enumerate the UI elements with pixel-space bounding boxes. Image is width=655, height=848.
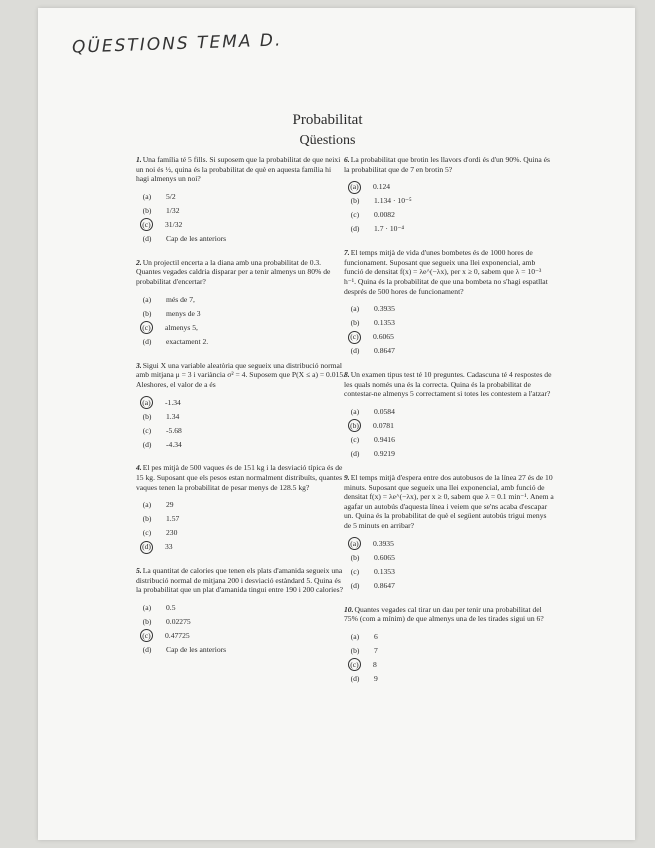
- option-value: 0.6065: [374, 552, 395, 562]
- answer-option: [348, 316, 554, 330]
- option-value: 5/2: [166, 191, 176, 201]
- question-text: [136, 155, 346, 184]
- question: [136, 566, 346, 657]
- option-label: (d): [142, 233, 152, 243]
- question-text: [344, 473, 554, 531]
- selected-option-label: (c): [348, 658, 361, 671]
- option-value: Cap de les anteriors: [166, 233, 227, 243]
- selected-option-label: (a): [348, 537, 361, 550]
- question-text: [136, 463, 346, 492]
- answer-option: [348, 330, 554, 344]
- option-value: 1.34: [166, 411, 180, 421]
- option-label: (d): [350, 449, 360, 459]
- question: [136, 361, 346, 452]
- option-value: 0.47725: [165, 631, 190, 641]
- answer-option: [140, 335, 346, 349]
- document-subtitle: Qüestions: [299, 133, 356, 148]
- answer-option: [348, 419, 554, 433]
- option-label: (c): [350, 566, 360, 576]
- option-value: més de 7,: [166, 294, 195, 304]
- option-value: 0.6065: [373, 332, 394, 342]
- answer-option: [348, 344, 554, 358]
- option-label: (b): [350, 318, 360, 328]
- right-column: [344, 155, 554, 698]
- option-label: (a): [350, 407, 360, 417]
- option-label: (c): [142, 528, 152, 538]
- answer-option: [140, 321, 346, 335]
- option-label: (a): [350, 631, 360, 641]
- answer-option: [140, 526, 346, 540]
- answer-option: [348, 551, 554, 565]
- question: [344, 370, 554, 461]
- question-body: La quantitat de calories que tenen els plats d'amanida segueix una distribució normal de mitjana 200 i desviació estàndard 5. Quina és la probabilitat que un plat d'amanida tingui entre 190 i 200 calories?: [136, 566, 343, 595]
- answer-option: [140, 498, 346, 512]
- question: [344, 605, 554, 686]
- answer-option: [140, 190, 346, 204]
- question-number: 2.: [136, 257, 142, 267]
- answer-option: [140, 601, 346, 615]
- option-value: 33: [165, 542, 173, 552]
- option-label: (b): [142, 411, 152, 421]
- option-label: (d): [142, 645, 152, 655]
- question-body: Una família té 5 fills. Si suposem que la probabilitat de que neixi un noi és ½, quina és la probabilitat de què en aquesta família hi hagi almenys un noi?: [136, 155, 341, 184]
- option-label: (a): [142, 191, 152, 201]
- question-text: [136, 361, 346, 390]
- answer-option: [140, 218, 346, 232]
- option-label: (c): [350, 435, 360, 445]
- option-value: 31/32: [165, 219, 183, 229]
- option-label: (a): [142, 500, 152, 510]
- answer-option: [140, 540, 346, 554]
- option-value: -5.68: [166, 425, 182, 435]
- question-body: El temps mitjà de vida d'unes bombetes és de 1000 hores de funcionament. Suposant que segueix una llei exponencial, amb funció de densitat f(x) = λe^(−λx), per x ≥ 0, sabem que λ = 10⁻³ h⁻¹. Quina és la probabilitat de que una bombeta no s'hagi espatllat després de 500 hores de funcionament?: [344, 248, 548, 296]
- option-label: (d): [350, 224, 360, 234]
- option-value: 0.8647: [374, 580, 395, 590]
- option-value: 0.5: [166, 603, 176, 613]
- question-body: El pes mitjà de 500 vaques és de 151 kg i la desviació típica és de 15 kg. Suposant que els pesos estan normalment distribuïts, quantes vaques tenen la probabilitat de pesar menys de 128.5 kg?: [136, 463, 343, 492]
- question-text: [344, 605, 554, 624]
- selected-option-label: (d): [140, 541, 153, 554]
- option-value: 0.0584: [374, 407, 395, 417]
- option-label: (b): [142, 514, 152, 524]
- option-value: -4.34: [166, 439, 182, 449]
- option-label: (b): [350, 552, 360, 562]
- option-value: exactament 2.: [166, 336, 209, 346]
- option-label: (b): [142, 205, 152, 215]
- option-label: (c): [142, 425, 152, 435]
- option-value: Cap de les anteriors: [166, 645, 227, 655]
- question-text: [136, 258, 346, 287]
- option-value: 0.9416: [374, 435, 395, 445]
- question-body: La probabilitat que brotin les llavors d'ordi és d'un 90%. Quina és la probabilitat que de 7 en brotin 5?: [344, 155, 550, 174]
- answer-option: [140, 423, 346, 437]
- option-value: 1.7 · 10⁻⁴: [374, 224, 405, 234]
- answer-option: [140, 395, 346, 409]
- option-label: (c): [350, 210, 360, 220]
- option-value: 29: [166, 500, 174, 510]
- option-value: -1.34: [165, 397, 181, 407]
- answer-option: [348, 302, 554, 316]
- selected-option-label: (b): [348, 419, 361, 432]
- question-number: 9.: [344, 472, 350, 482]
- question-body: Un projectil encerta a la diana amb una probabilitat de 0.3. Quantes vegades caldria disparar per a tenir almenys un 80% de probabilitat d'encertar?: [136, 257, 331, 286]
- answer-option: [348, 565, 554, 579]
- answer-option: [140, 232, 346, 246]
- option-value: 0.124: [373, 182, 391, 192]
- answer-option: [140, 629, 346, 643]
- answer-option: [348, 222, 554, 236]
- question: [136, 463, 346, 554]
- selected-option-label: (c): [140, 629, 153, 642]
- option-value: menys de 3: [166, 308, 201, 318]
- document-title: Probabilitat: [292, 112, 363, 128]
- question-text: [344, 248, 554, 296]
- selected-option-label: (c): [140, 321, 153, 334]
- question-number: 8.: [344, 370, 350, 380]
- answer-option: [348, 405, 554, 419]
- answer-option: [348, 180, 554, 194]
- option-value: 0.1353: [374, 566, 395, 576]
- question-body: Quantes vegades cal tirar un dau per tenir una probabilitat del 75% (com a mínim) de que almenys una de les tirades sigui un 6?: [344, 604, 544, 624]
- option-value: 7: [374, 645, 378, 655]
- answer-option: [348, 630, 554, 644]
- option-value: 0.3935: [374, 304, 395, 314]
- option-label: (d): [350, 580, 360, 590]
- option-label: (a): [142, 603, 152, 613]
- option-value: 0.3935: [373, 538, 394, 548]
- option-value: 0.0082: [374, 210, 395, 220]
- question-number: 7.: [344, 248, 350, 258]
- option-value: almenys 5,: [165, 322, 198, 332]
- option-value: 0.9219: [374, 449, 395, 459]
- question-text: [344, 370, 554, 399]
- answer-option: [140, 437, 346, 451]
- answer-option: [348, 208, 554, 222]
- answer-option: [348, 447, 554, 461]
- question-body: El temps mitjà d'espera entre dos autobusos de la línea 27 és de 10 minuts. Suposant que segueix una llei exponencial, amb funció de densitat f(x) = λe^(−λx), per x ≥ 0, sabem que λ = 0.1 min⁻¹. Anem a agafar un autobús d'aquesta línea i veiem que se'ns acaba d'escapar un. Quina és la probabilitat de què el següent autobús trigui menys de 5 minuts en arribar?: [344, 472, 554, 530]
- question-number: 10.: [344, 604, 354, 614]
- option-label: (d): [142, 439, 152, 449]
- option-label: (b): [142, 308, 152, 318]
- option-value: 0.0781: [373, 421, 394, 431]
- question: [344, 473, 554, 593]
- option-value: 0.8647: [374, 346, 395, 356]
- answer-option: [348, 658, 554, 672]
- option-value: 1.57: [166, 514, 180, 524]
- option-label: (d): [350, 346, 360, 356]
- option-label: (b): [350, 645, 360, 655]
- answer-option: [140, 643, 346, 657]
- answer-option: [348, 537, 554, 551]
- option-value: 1.134 · 10⁻⁵: [374, 196, 412, 206]
- option-value: 8: [373, 659, 377, 669]
- answer-option: [348, 433, 554, 447]
- question-number: 4.: [136, 463, 142, 473]
- option-value: 6: [374, 631, 378, 641]
- selected-option-label: (c): [140, 218, 153, 231]
- answer-option: [140, 293, 346, 307]
- answer-option: [348, 579, 554, 593]
- option-value: 0.02275: [166, 617, 191, 627]
- option-value: 0.1353: [374, 318, 395, 328]
- answer-option: [140, 615, 346, 629]
- answer-option: [140, 409, 346, 423]
- option-value: 1/32: [166, 205, 180, 215]
- selected-option-label: (a): [348, 181, 361, 194]
- question-body: Un examen tipus test té 10 preguntes. Cadascuna té 4 respostes de les quals només una és la correcta. Quina és la probabilitat de contestar-ne almenys 5 correctament si totes les contestem a l'atzar?: [344, 370, 552, 399]
- question-body: Sigui X una variable aleatòria que segueix una distribució normal amb mitjana μ = 3 i variància σ² = 4. Suposem que P(X ≤ a) = 0.015. Aleshores, el valor de a és: [136, 360, 346, 389]
- left-column: [136, 155, 346, 669]
- question: [136, 155, 346, 246]
- question-number: 5.: [136, 566, 142, 576]
- option-label: (b): [142, 617, 152, 627]
- question-text: [136, 566, 346, 595]
- question: [344, 155, 554, 236]
- question: [344, 248, 554, 358]
- question-number: 6.: [344, 155, 350, 164]
- option-value: 9: [374, 673, 378, 683]
- handwritten-header: QÜESTIONS TEMA D.: [71, 30, 283, 58]
- question: [136, 258, 346, 349]
- option-label: (b): [350, 196, 360, 206]
- question-number: 3.: [136, 360, 142, 370]
- question-number: 1.: [136, 155, 142, 164]
- question-text: [344, 155, 554, 174]
- option-label: (a): [350, 304, 360, 314]
- selected-option-label: (c): [348, 331, 361, 344]
- answer-option: [140, 204, 346, 218]
- option-label: (a): [142, 294, 152, 304]
- option-label: (d): [350, 673, 360, 683]
- answer-option: [348, 194, 554, 208]
- option-label: (d): [142, 336, 152, 346]
- option-value: 230: [166, 528, 178, 538]
- answer-option: [140, 512, 346, 526]
- answer-option: [348, 644, 554, 658]
- answer-option: [140, 307, 346, 321]
- answer-option: [348, 672, 554, 686]
- selected-option-label: (a): [140, 396, 153, 409]
